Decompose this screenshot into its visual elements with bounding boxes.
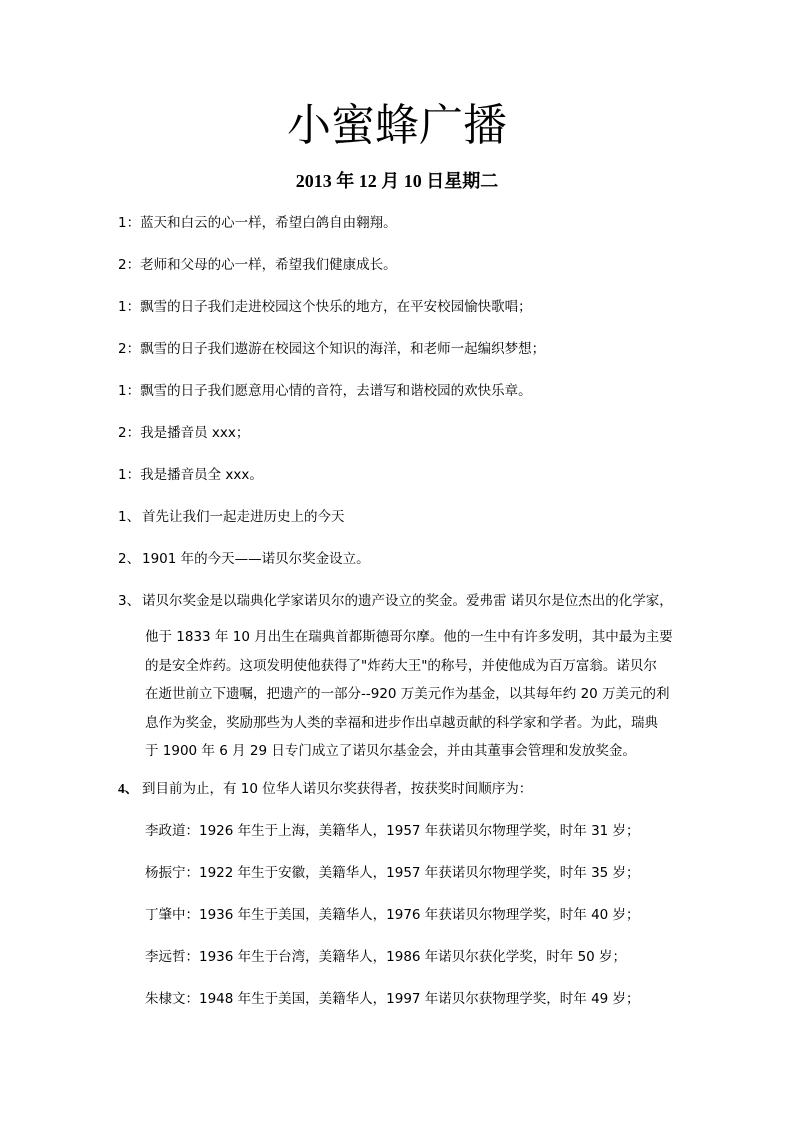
dialogue-line: 1：蓝天和白云的心一样，希望白鸽自由翱翔。 bbox=[118, 215, 397, 231]
laureate-line: 朱棣文：1948 年生于美国，美籍华人，1997 年诺贝尔获物理学奖，时年 49 岁； bbox=[145, 991, 640, 1007]
paragraph-line: 他于 1833 年 10 月出生在瑞典首都斯德哥尔摩。他的一生中有许多发明，其中最为主要 bbox=[145, 629, 673, 645]
list-item bbox=[118, 549, 370, 569]
list-item bbox=[118, 591, 673, 611]
list-item-text: 诺贝尔奖金是以瑞典化学家诺贝尔的遗产设立的奖金。爱弗雷 诺贝尔是位杰出的化学家， bbox=[142, 593, 673, 609]
list-item-text: 首先让我们一起走进历史上的今天 bbox=[142, 509, 345, 525]
laureate-line: 李政道：1926 年生于上海，美籍华人，1957 年获诺贝尔物理学奖，时年 31 岁； bbox=[145, 823, 640, 839]
list-item-number: 3、 bbox=[118, 593, 141, 609]
list-item bbox=[118, 779, 532, 799]
dialogue-line: 1：飘雪的日子我们走进校园这个快乐的地方，在平安校园愉快歌唱； bbox=[118, 299, 532, 315]
document-date: 2013 年 12 月 10 日星期二 bbox=[295, 171, 499, 191]
paragraph-line: 的是安全炸药。这项发明使他获得了"炸药大王"的称号，并使他成为百万富翁。诺贝尔 bbox=[145, 657, 657, 674]
paragraph-line: 于 1900 年 6 月 29 日专门成立了诺贝尔基金会，并由其董事会管理和发放奖金。 bbox=[145, 743, 636, 759]
paragraph-line: 息作为奖金，奖励那些为人类的幸福和进步作出卓越贡献的科学家和学者。为此，瑞典 bbox=[145, 714, 658, 731]
list-item-number: 1、 bbox=[118, 509, 141, 525]
dialogue-line: 1：飘雪的日子我们愿意用心情的音符，去谱写和谐校园的欢快乐章。 bbox=[118, 383, 532, 399]
dialogue-line: 1：我是播音员全 xxx。 bbox=[118, 467, 263, 483]
dialogue-line: 2：我是播音员 xxx； bbox=[118, 425, 250, 441]
list-item-text: 1901 年的今天——诺贝尔奖金设立。 bbox=[142, 551, 370, 567]
item3-paragraph bbox=[145, 623, 685, 766]
list-item bbox=[118, 507, 345, 527]
document-title: 小蜜蜂广播 bbox=[287, 100, 507, 151]
laureate-line: 李远哲：1936 年生于台湾，美籍华人，1986 年诺贝尔获化学奖，时年 50 岁； bbox=[145, 949, 627, 965]
list-item-number: 2、 bbox=[118, 551, 141, 567]
dialogue-line: 2：飘雪的日子我们遨游在校园这个知识的海洋，和老师一起编织梦想； bbox=[118, 341, 546, 357]
paragraph-line: 在逝世前立下遗嘱，把遗产的一部分--920 万美元作为基金，以其每年约 20 万美元的利 bbox=[145, 686, 670, 702]
dialogue-line: 2：老师和父母的心一样，希望我们健康成长。 bbox=[118, 257, 397, 273]
list-item-text: 到目前为止，有 10 位华人诺贝尔奖获得者，按获奖时间顺序为： bbox=[142, 781, 533, 797]
list-item-number: 4、 bbox=[118, 781, 139, 796]
laureate-line: 杨振宁：1922 年生于安徽，美籍华人，1957 年获诺贝尔物理学奖，时年 35 岁； bbox=[145, 865, 640, 881]
laureate-line: 丁肇中：1936 年生于美国，美籍华人，1976 年获诺贝尔物理学奖，时年 40 岁； bbox=[145, 907, 640, 923]
